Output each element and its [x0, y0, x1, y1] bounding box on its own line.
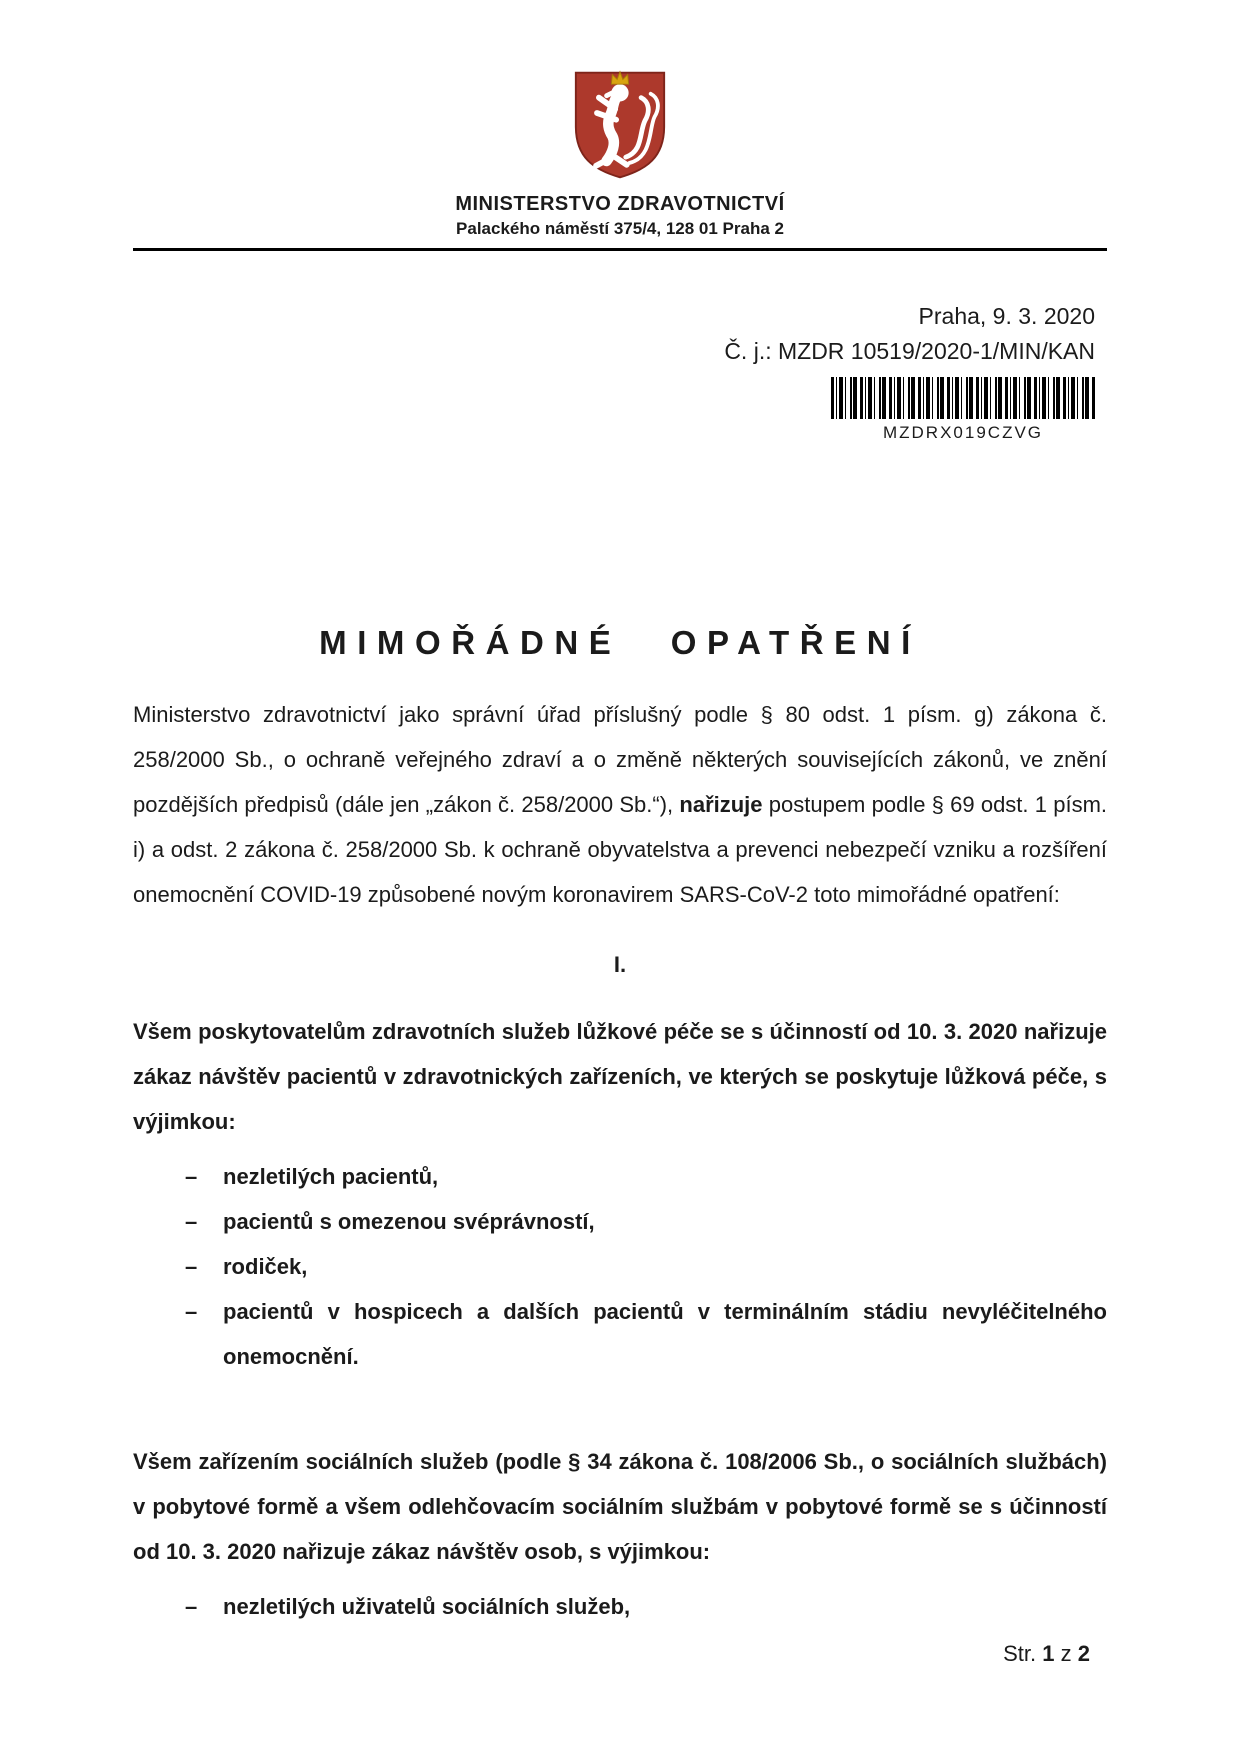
exception-list-1 — [133, 1154, 1107, 1379]
dash-bullet: – — [185, 1209, 198, 1234]
dash-bullet: – — [185, 1299, 198, 1324]
list-item — [185, 1289, 1107, 1379]
footer-current-page: 1 — [1042, 1641, 1055, 1666]
list-item-text: pacientů s omezenou svéprávností, — [223, 1209, 595, 1234]
list-item — [185, 1199, 1107, 1244]
section1-paragraph2: Všem zařízením sociálních služeb (podle § 34 zákona č. 108/2006 Sb., o sociálních službách) v pobytové formě a všem odlehčovacím sociálním službám v pobytové formě se s účinností od 10. 3. 2020 nařizuje zákaz návštěv osob, s výjimkou: — [133, 1449, 1107, 1564]
barcode-code: MZDRX019CZVG — [882, 423, 1044, 442]
list-item-text: nezletilých uživatelů sociálních služeb, — [223, 1594, 631, 1619]
czech-coat-of-arms — [572, 68, 668, 181]
footer-label: Str. — [1003, 1641, 1037, 1666]
exception-list-2 — [133, 1584, 1107, 1629]
section1-paragraph1: Všem poskytovatelům zdravotních služeb lůžkové péče se s účinností od 10. 3. 2020 nařizuje zákaz návštěv pacientů v zdravotnických zařízeních, ve kterých se poskytuje lůžková péče, s výjimkou: — [133, 1019, 1107, 1134]
list-item — [185, 1154, 1107, 1199]
list-item-text: nezletilých pacientů, — [223, 1164, 439, 1189]
section-number: I. — [613, 952, 627, 977]
header-divider — [133, 248, 1107, 251]
meta-block — [133, 299, 1095, 448]
ministry-address: Palackého náměstí 375/4, 128 01 Praha 2 — [456, 219, 784, 238]
document-title: MIMOŘÁDNÉ OPATŘENÍ — [319, 624, 921, 661]
intro-text-after: postupem podle § 69 odst. 1 písm. i) a odst. 2 zákona č. 258/2000 Sb. k ochraně obyvatelstva a prevenci nebezpečí vzniku a rozšíření onemocnění COVID-19 způsobené novým koronavirem SARS-CoV-2 toto mimořádné opatření: — [133, 792, 1108, 907]
dash-bullet: – — [185, 1594, 198, 1619]
reference-number: Č. j.: MZDR 10519/2020-1/MIN/KAN — [724, 338, 1095, 364]
barcode-block — [831, 377, 1095, 444]
intro-bold-word: nařizuje — [679, 792, 763, 817]
page-number-footer — [1003, 1641, 1090, 1667]
list-item — [185, 1244, 1107, 1289]
place-date: Praha, 9. 3. 2020 — [918, 303, 1095, 329]
barcode — [831, 377, 1095, 419]
footer-separator: z — [1060, 1641, 1072, 1666]
list-item-text: rodiček, — [223, 1254, 308, 1279]
ministry-name: MINISTERSTVO ZDRAVOTNICTVÍ — [455, 193, 785, 215]
dash-bullet: – — [185, 1254, 198, 1279]
intro-text-before: Ministerstvo zdravotnictví jako správní úřad příslušný podle § 80 odst. 1 písm. g) zákona č. 258/2000 Sb., o ochraně veřejného zdraví a o změně některých souvisejících zákonů, ve znění pozdějších předpisů (dále jen „zákon č. 258/2000 Sb.“), — [133, 702, 1107, 817]
footer-total-pages: 2 — [1077, 1641, 1090, 1666]
letterhead — [0, 0, 1240, 239]
intro-paragraph — [133, 692, 1107, 917]
list-item-text: pacientů v hospicech a dalších pacientů v terminálním stádiu nevyléčitelného onemocnění. — [223, 1299, 1107, 1369]
list-item — [185, 1584, 1107, 1629]
dash-bullet: – — [185, 1164, 198, 1189]
